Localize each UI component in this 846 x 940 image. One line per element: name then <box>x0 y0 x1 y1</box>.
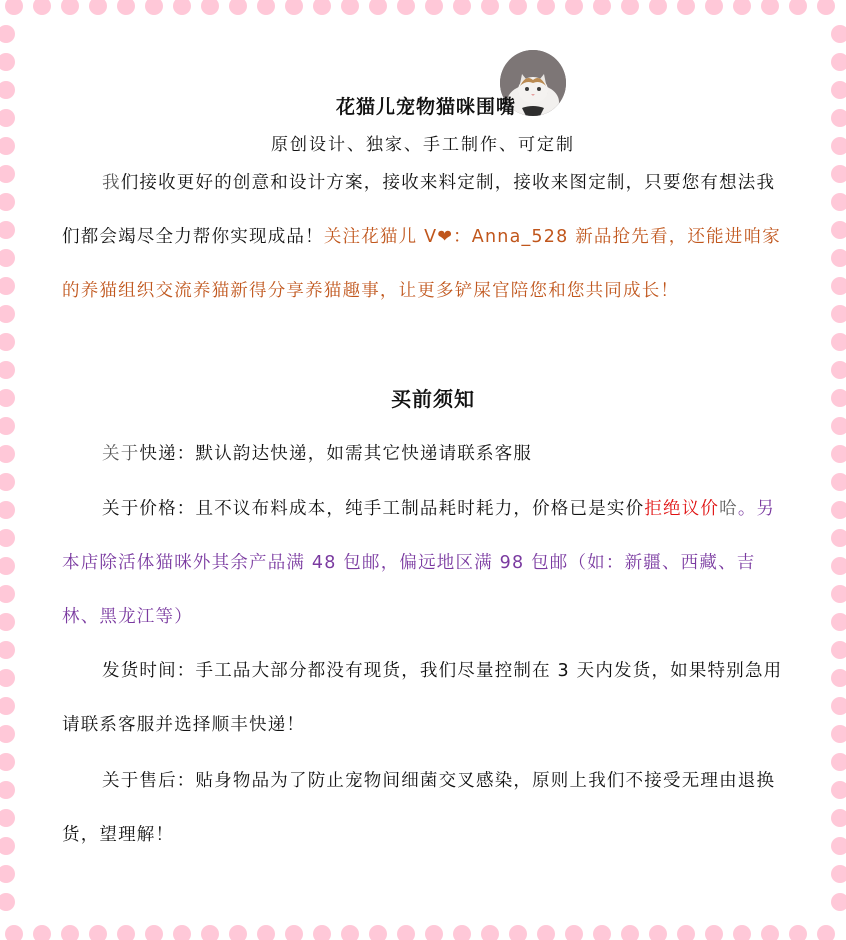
border-dot <box>677 925 695 940</box>
intro-highlight: 关注花猫儿 V❤：Anna_528 新品抢先看，还能进咱家的养猫组织交流养猫新得分享养猫趣事，让更多铲屎官陪您和您共同成长！ <box>62 227 781 301</box>
border-dot <box>0 725 15 743</box>
border-dot <box>831 837 846 855</box>
price-text: 关于价格：且不议布料成本，纯手工制品耗时耗力，价格已是实价 <box>102 499 645 519</box>
border-dot <box>0 193 15 211</box>
border-dot <box>831 305 846 323</box>
border-dot <box>0 809 15 827</box>
border-dot <box>0 529 15 547</box>
border-dot <box>425 0 443 15</box>
border-dot <box>537 0 555 15</box>
border-dot <box>0 753 15 771</box>
border-dot <box>831 641 846 659</box>
border-dot <box>593 925 611 940</box>
border-dot <box>341 0 359 15</box>
border-dot <box>453 925 471 940</box>
border-dot <box>831 221 846 239</box>
border-dot <box>761 925 779 940</box>
border-dot <box>831 753 846 771</box>
border-dot <box>831 473 846 491</box>
border-dot <box>649 0 667 15</box>
border-dot <box>0 641 15 659</box>
border-dot <box>229 0 247 15</box>
border-dot <box>831 25 846 43</box>
border-dot <box>789 925 807 940</box>
intro-lead: 我 <box>102 173 121 193</box>
border-dot <box>733 0 751 15</box>
delivery-text: 发货时间：手工品大部分都没有现货，我们尽量控制在 3 天内发货，如果特别急用请联系客服并选择顺丰快递！ <box>62 661 783 735</box>
border-dot <box>201 925 219 940</box>
border-dot <box>817 0 835 15</box>
border-dot <box>831 333 846 351</box>
border-dot <box>33 0 51 15</box>
border-dot <box>0 277 15 295</box>
border-dot <box>649 925 667 940</box>
border-dot <box>369 0 387 15</box>
border-dot <box>0 501 15 519</box>
border-dot <box>621 0 639 15</box>
border-dot <box>0 333 15 351</box>
border-dot <box>0 585 15 603</box>
border-dot <box>0 109 15 127</box>
border-dot <box>831 697 846 715</box>
border-dot <box>831 529 846 547</box>
border-dot <box>831 277 846 295</box>
border-dot <box>593 0 611 15</box>
border-dot <box>565 925 583 940</box>
border-dot <box>0 305 15 323</box>
border-dot <box>705 0 723 15</box>
border-dot <box>677 0 695 15</box>
border-dot <box>761 0 779 15</box>
price-paragraph <box>62 482 792 644</box>
border-dot <box>0 249 15 267</box>
aftersale-text: 关于售后：贴身物品为了防止宠物间细菌交叉感染，原则上我们不接受无理由退换货，望理解！ <box>62 771 776 845</box>
border-dot <box>5 925 23 940</box>
border-dot <box>831 669 846 687</box>
border-dot <box>831 585 846 603</box>
border-dot <box>831 613 846 631</box>
border-dot <box>509 925 527 940</box>
shipping-text: 快递：默认韵达快递，如需其它快递请联系客服 <box>139 444 533 464</box>
border-dot <box>5 0 23 15</box>
border-dot <box>789 0 807 15</box>
border-dot <box>257 0 275 15</box>
border-dot <box>0 781 15 799</box>
border-dot <box>817 925 835 940</box>
border-dot <box>313 0 331 15</box>
border-dot <box>257 925 275 940</box>
border-dot <box>831 389 846 407</box>
border-dot <box>0 137 15 155</box>
border-dot <box>0 697 15 715</box>
border-dot <box>285 0 303 15</box>
price-tail: 哈 <box>719 499 738 519</box>
border-dot <box>0 81 15 99</box>
border-dot <box>145 925 163 940</box>
border-dot <box>313 925 331 940</box>
border-dot <box>61 925 79 940</box>
border-dot <box>831 193 846 211</box>
border-dot <box>481 0 499 15</box>
border-dot <box>0 837 15 855</box>
border-dot <box>425 925 443 940</box>
border-dot <box>831 417 846 435</box>
border-dot <box>0 865 15 883</box>
border-dot <box>831 81 846 99</box>
border-dot <box>341 925 359 940</box>
border-dot <box>831 109 846 127</box>
border-dot <box>0 669 15 687</box>
notice-heading: 买前须知 <box>391 387 475 411</box>
border-dot <box>831 165 846 183</box>
border-dot <box>369 925 387 940</box>
border-dot <box>397 0 415 15</box>
shipping-paragraph <box>62 427 792 481</box>
border-dot <box>145 0 163 15</box>
border-dot <box>0 613 15 631</box>
border-dot <box>831 781 846 799</box>
border-dot <box>831 501 846 519</box>
border-dot <box>453 0 471 15</box>
border-dot <box>173 0 191 15</box>
border-dot <box>89 925 107 940</box>
border-dot <box>0 445 15 463</box>
border-dot <box>0 221 15 239</box>
border-dot <box>831 557 846 575</box>
aftersale-paragraph <box>62 754 792 862</box>
intro-paragraph <box>62 156 792 318</box>
border-dot <box>537 925 555 940</box>
border-dot <box>117 0 135 15</box>
delivery-paragraph <box>62 644 792 752</box>
border-dot <box>565 0 583 15</box>
border-dot <box>831 725 846 743</box>
price-no-bargain: 拒绝议价 <box>644 499 720 519</box>
border-dot <box>831 361 846 379</box>
content-card <box>22 20 824 920</box>
border-dot <box>0 165 15 183</box>
border-dot <box>831 809 846 827</box>
border-dot <box>831 865 846 883</box>
border-dot <box>0 53 15 71</box>
border-dot <box>173 925 191 940</box>
border-dot <box>201 0 219 15</box>
border-dot <box>285 925 303 940</box>
border-dot <box>89 0 107 15</box>
shop-subtitle: 原创设计、独家、手工制作、可定制 <box>271 135 575 155</box>
border-dot <box>831 249 846 267</box>
border-dot <box>831 893 846 911</box>
border-dot <box>0 417 15 435</box>
border-dot <box>831 53 846 71</box>
shop-title: 花猫儿宠物猫咪围嘴 <box>335 96 516 118</box>
border-dot <box>831 137 846 155</box>
border-dot <box>481 925 499 940</box>
border-dot <box>0 893 15 911</box>
price-free-shipping: 。另本店除活体猫咪外其余产品满 48 包邮，偏远地区满 98 包邮（如：新疆、西藏、吉林、黑龙江等） <box>62 499 776 627</box>
border-dot <box>33 925 51 940</box>
border-dot <box>0 557 15 575</box>
border-dot <box>733 925 751 940</box>
border-dot <box>397 925 415 940</box>
border-dot <box>61 0 79 15</box>
border-dot <box>831 445 846 463</box>
intro-body: 们接收更好的创意和设计方案，接收来料定制，接收来图定制，只要您有想法我们都会竭尽全力帮你实现成品！ <box>62 173 776 247</box>
border-dot <box>509 0 527 15</box>
shipping-lead: 关于 <box>102 444 140 464</box>
border-dot <box>117 925 135 940</box>
border-dot <box>0 389 15 407</box>
border-dot <box>621 925 639 940</box>
border-dot <box>0 25 15 43</box>
border-dot <box>0 361 15 379</box>
border-dot <box>705 925 723 940</box>
border-dot <box>229 925 247 940</box>
border-dot <box>0 473 15 491</box>
